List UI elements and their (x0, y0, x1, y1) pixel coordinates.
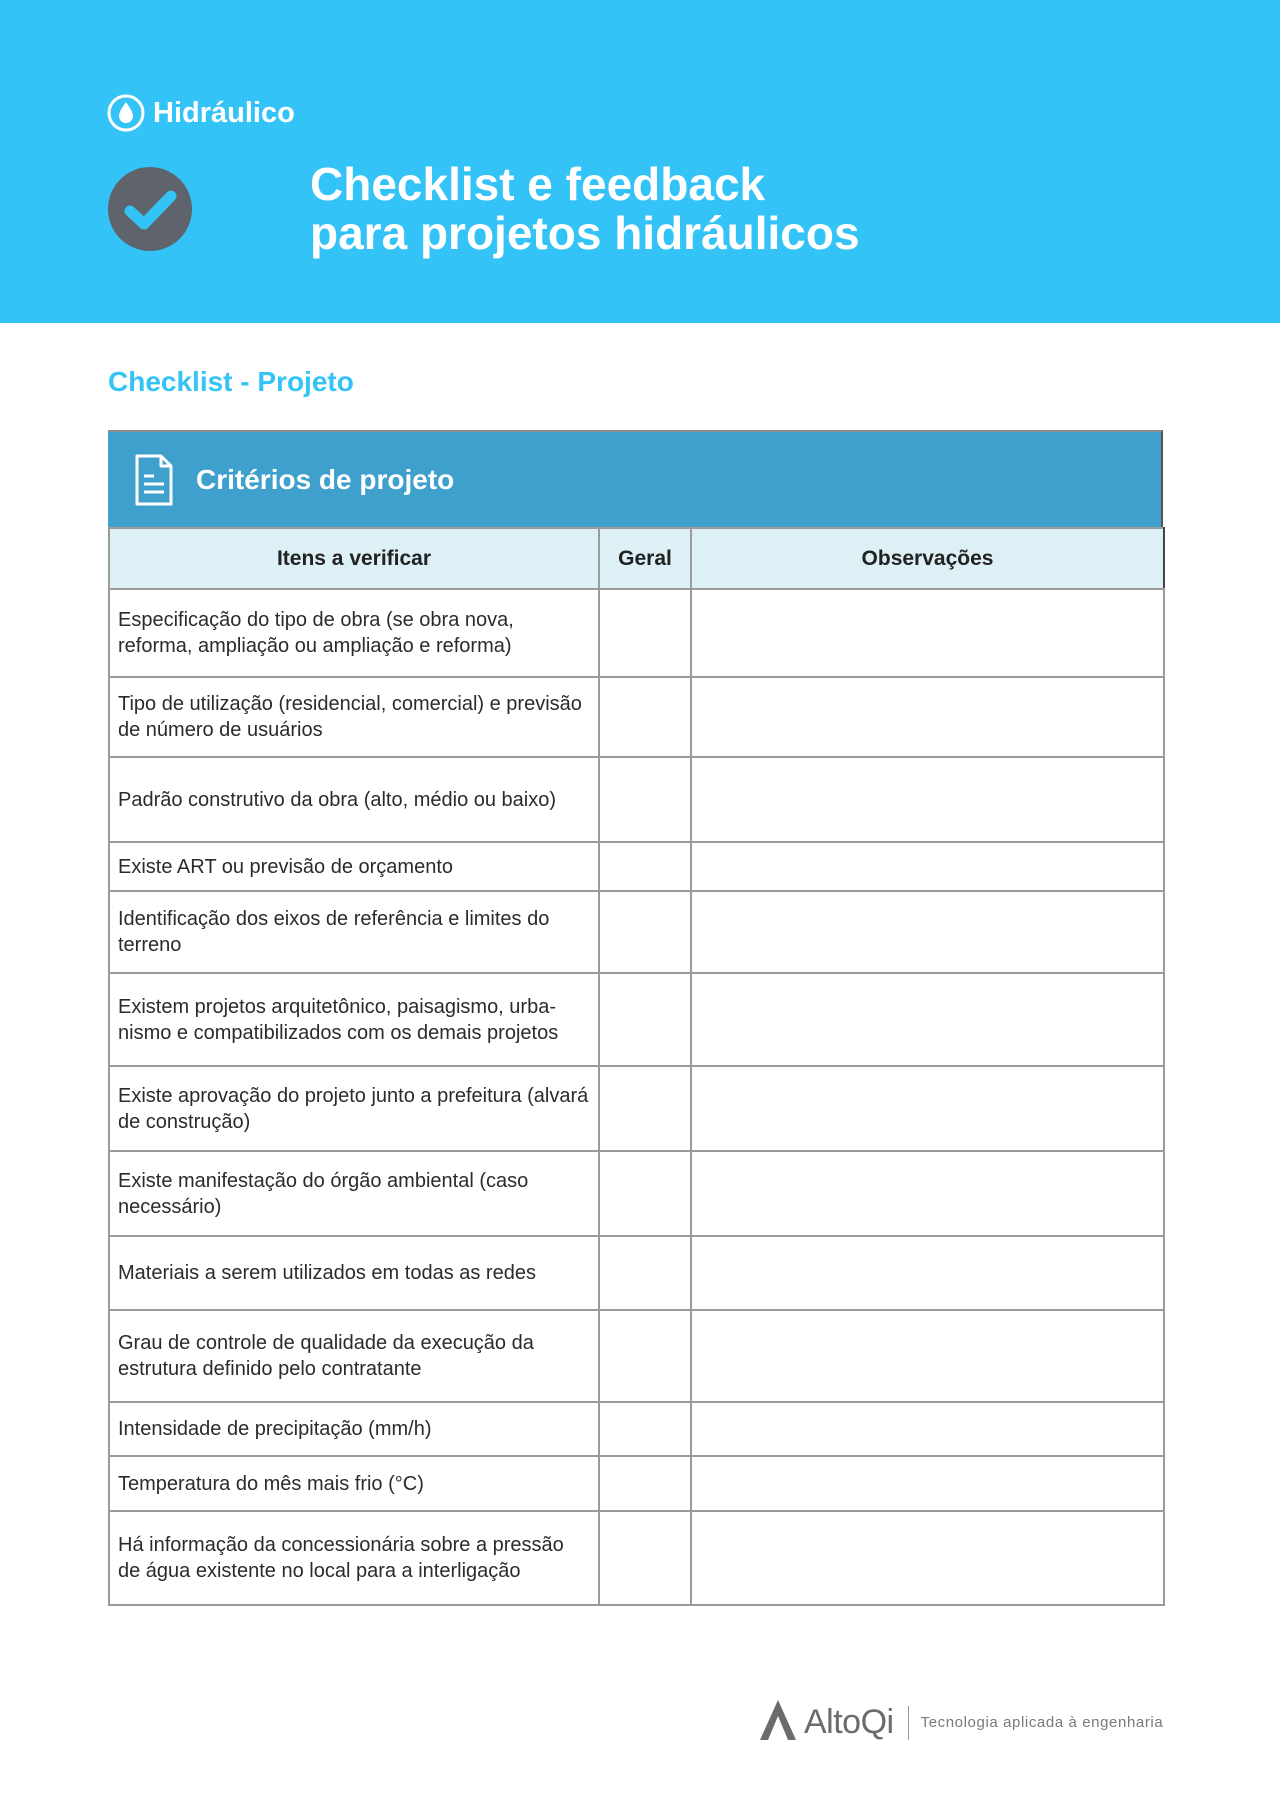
table-row (109, 677, 1164, 757)
table-row (109, 757, 1164, 842)
obs-cell[interactable] (691, 1511, 1164, 1605)
geral-cell[interactable] (599, 973, 691, 1066)
obs-cell[interactable] (691, 1310, 1164, 1402)
item-cell: Existem projetos arquitetônico, paisagismo, urba-nismo e compatibilizados com os demais projetos (109, 973, 599, 1066)
footer (758, 1698, 1163, 1747)
geral-cell[interactable] (599, 677, 691, 757)
column-header-geral: Geral (599, 528, 691, 589)
table-title: Critérios de projeto (196, 463, 455, 495)
title-row (108, 160, 860, 258)
title-line-1: Checklist e feedback (310, 158, 766, 210)
geral-cell[interactable] (599, 1511, 691, 1605)
item-cell: Padrão construtivo da obra (alto, médio ou baixo) (109, 757, 599, 842)
geral-cell[interactable] (599, 1151, 691, 1236)
geral-cell[interactable] (599, 1402, 691, 1456)
header-banner (0, 0, 1280, 323)
obs-cell[interactable] (691, 757, 1164, 842)
table-row (109, 1456, 1164, 1511)
table-row (109, 1511, 1164, 1605)
item-cell: Existe manifestação do órgão ambiental (caso necessário) (109, 1151, 599, 1236)
item-cell: Existe ART ou previsão de orçamento (109, 842, 599, 891)
table-row (109, 842, 1164, 891)
obs-cell[interactable] (691, 1151, 1164, 1236)
title-line-2: para projetos hidráulicos (310, 207, 860, 259)
column-header-observacoes: Observações (691, 528, 1164, 589)
geral-cell[interactable] (599, 589, 691, 677)
category-text: Hidráulico (153, 96, 295, 129)
item-cell: Materiais a serem utilizados em todas as redes (109, 1236, 599, 1310)
table-row (109, 1402, 1164, 1456)
obs-cell[interactable] (691, 842, 1164, 891)
geral-cell[interactable] (599, 891, 691, 973)
footer-tagline: Tecnologia aplicada à engenharia (920, 1714, 1164, 1731)
checkmark-icon (108, 167, 192, 251)
category-label (107, 92, 295, 134)
table-row (109, 1151, 1164, 1236)
column-header-items: Itens a verificar (109, 528, 599, 589)
checklist-table (108, 430, 1163, 1606)
item-cell: Há informação da concessionária sobre a pressão de água existente no local para a interligação (109, 1511, 599, 1605)
table-row (109, 973, 1164, 1066)
item-cell: Identificação dos eixos de referência e limites do terreno (109, 891, 599, 973)
criteria-table (108, 527, 1165, 1606)
geral-cell[interactable] (599, 1236, 691, 1310)
footer-brand: AltoQi (804, 1703, 894, 1741)
geral-cell[interactable] (599, 842, 691, 891)
document-icon (108, 454, 196, 506)
item-cell: Especificação do tipo de obra (se obra nova, reforma, ampliação ou ampliação e reforma) (109, 589, 599, 677)
obs-cell[interactable] (691, 1402, 1164, 1456)
table-row (109, 891, 1164, 973)
table-header-bar (108, 430, 1163, 527)
column-headers (109, 528, 1164, 589)
obs-cell[interactable] (691, 677, 1164, 757)
footer-divider (908, 1706, 909, 1740)
obs-cell[interactable] (691, 589, 1164, 677)
obs-cell[interactable] (691, 973, 1164, 1066)
geral-cell[interactable] (599, 1456, 691, 1511)
obs-cell[interactable] (691, 1456, 1164, 1511)
obs-cell[interactable] (691, 1236, 1164, 1310)
obs-cell[interactable] (691, 1066, 1164, 1151)
page-title (310, 160, 860, 258)
item-cell: Existe aprovação do projeto junto a prefeitura (alvará de construção) (109, 1066, 599, 1151)
item-cell: Grau de controle de qualidade da execução da estrutura definido pelo contratante (109, 1310, 599, 1402)
table-row (109, 1236, 1164, 1310)
table-row (109, 589, 1164, 677)
item-cell: Temperatura do mês mais frio (°C) (109, 1456, 599, 1511)
table-row (109, 1310, 1164, 1402)
water-drop-icon (107, 94, 145, 132)
altoqi-logo-icon (758, 1698, 798, 1747)
obs-cell[interactable] (691, 891, 1164, 973)
geral-cell[interactable] (599, 1066, 691, 1151)
item-cell: Tipo de utilização (residencial, comercial) e previsão de número de usuários (109, 677, 599, 757)
geral-cell[interactable] (599, 757, 691, 842)
geral-cell[interactable] (599, 1310, 691, 1402)
table-row (109, 1066, 1164, 1151)
item-cell: Intensidade de precipitação (mm/h) (109, 1402, 599, 1456)
section-title: Checklist - Projeto (108, 366, 354, 397)
